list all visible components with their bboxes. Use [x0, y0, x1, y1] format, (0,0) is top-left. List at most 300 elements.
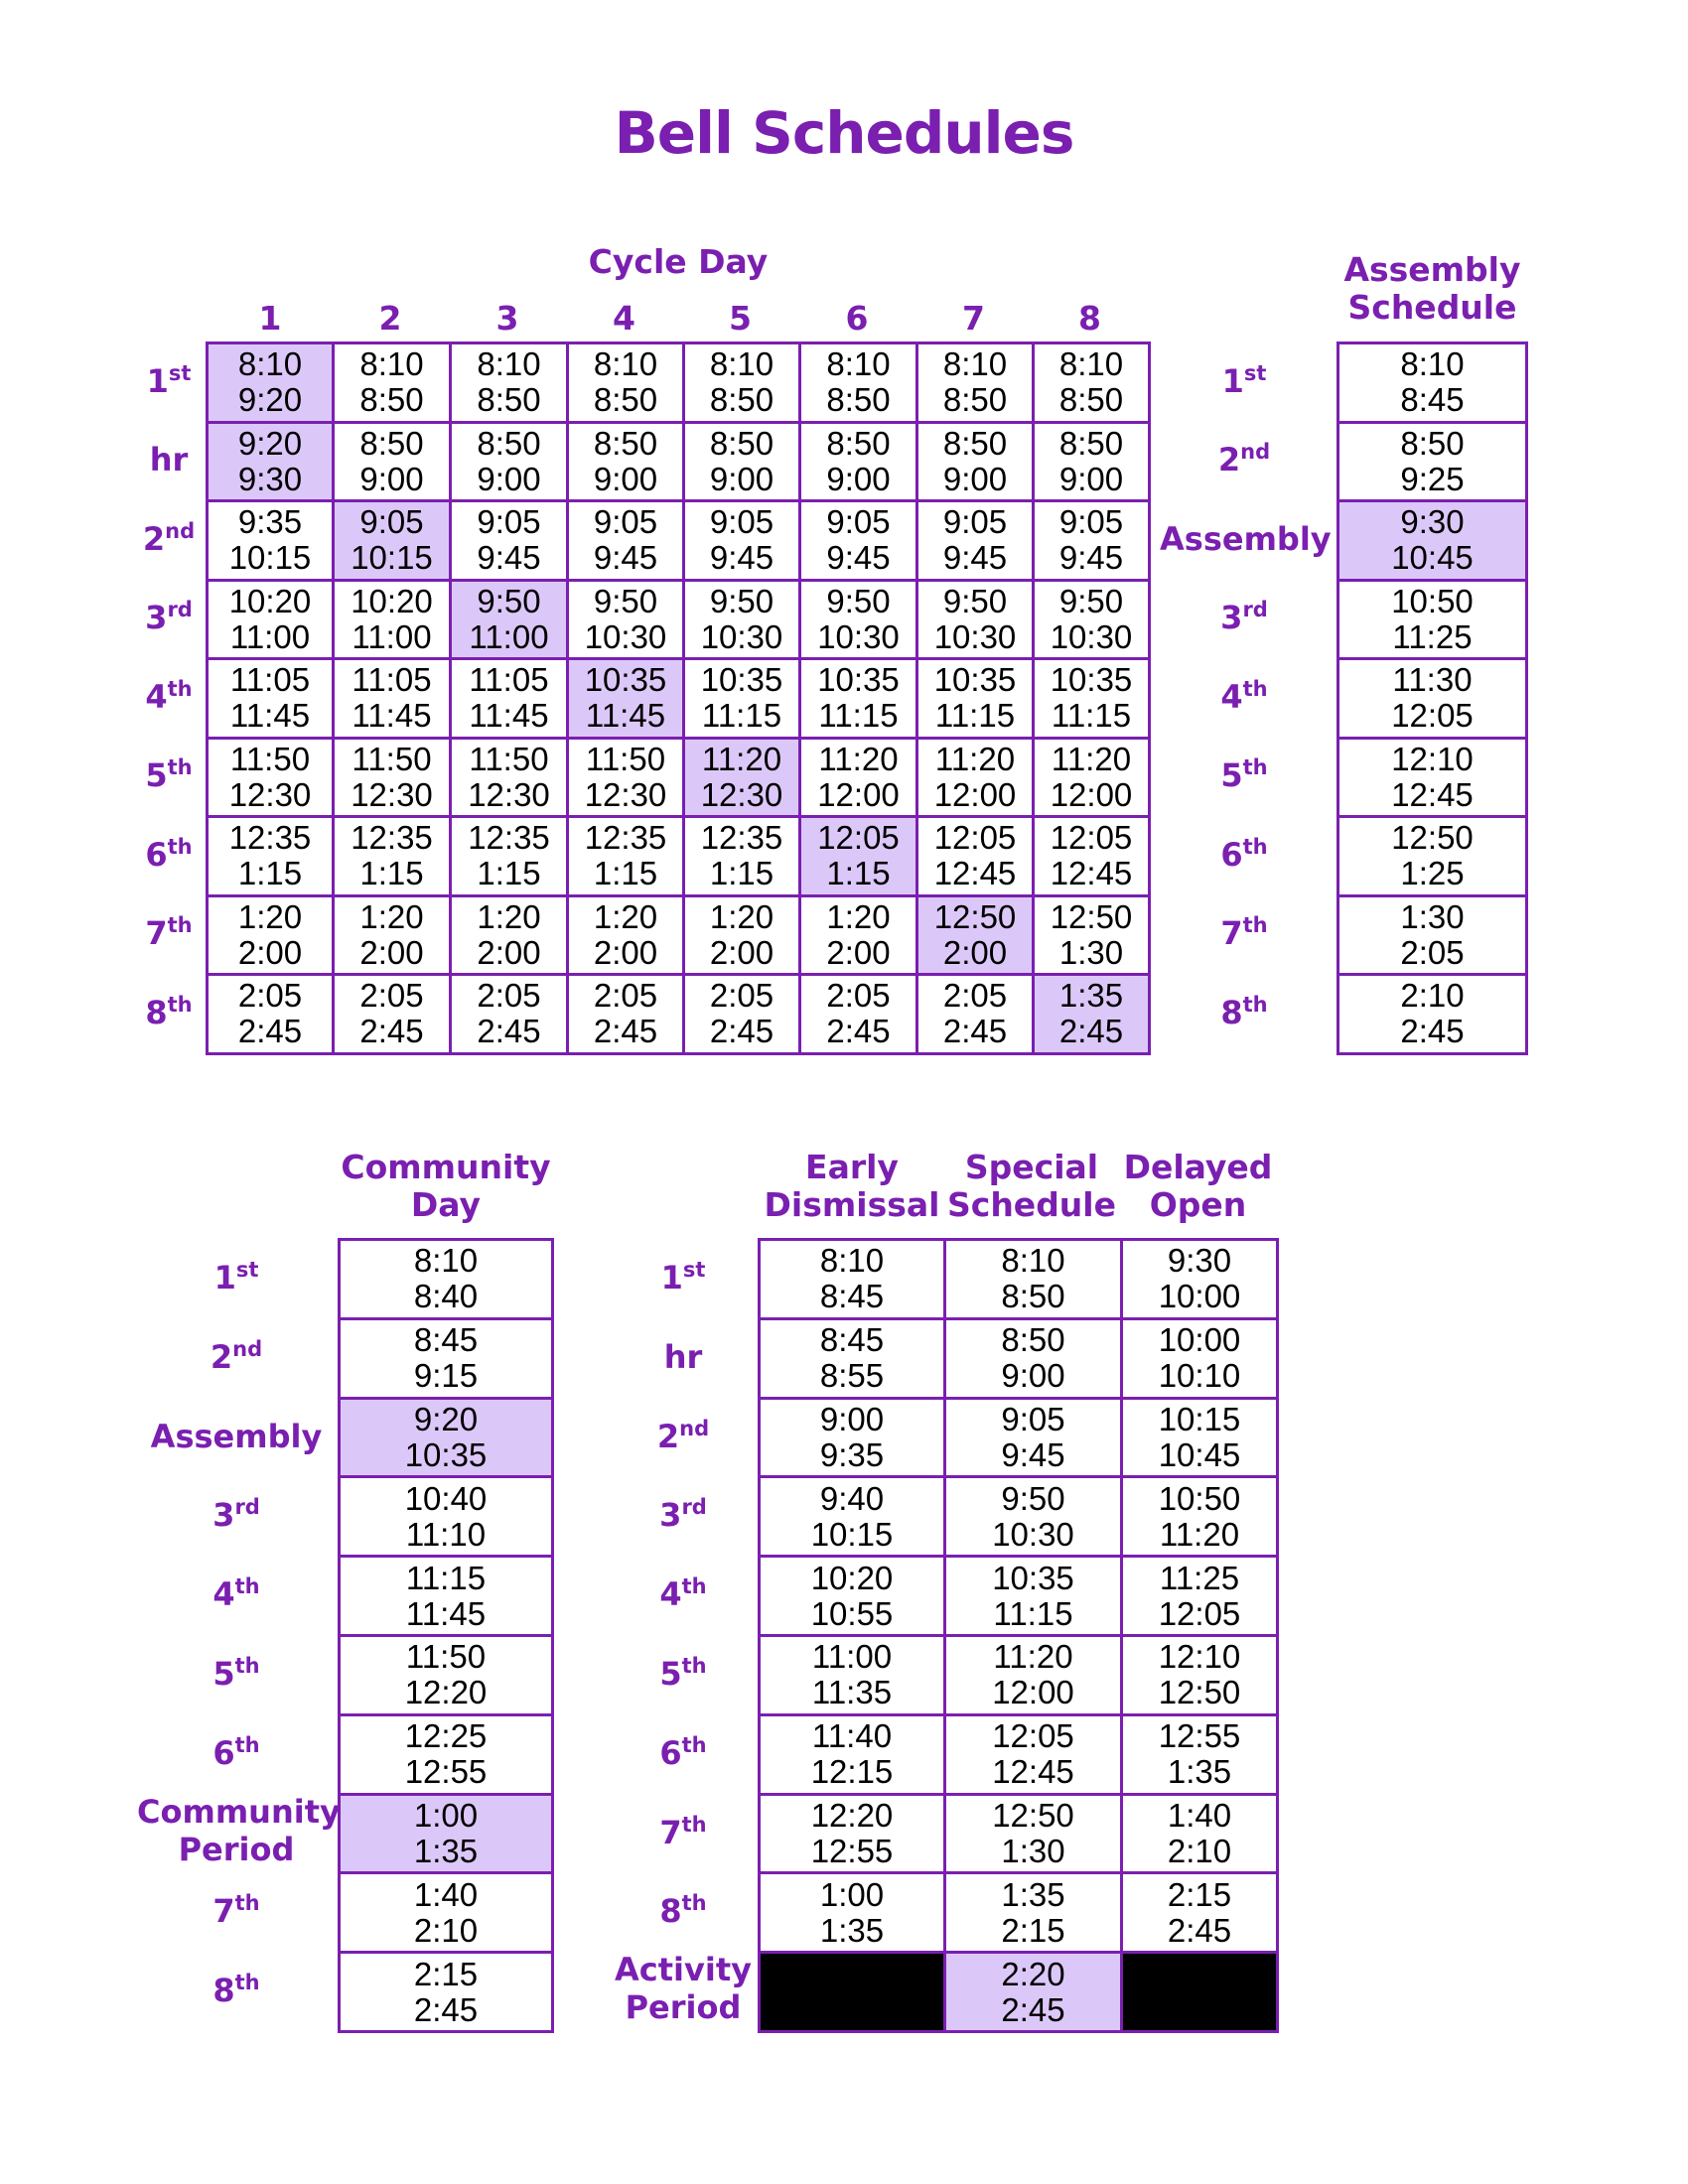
column-divider: [566, 344, 569, 1052]
end-time: 9:45: [477, 539, 541, 577]
time-cell: [761, 1796, 943, 1872]
row-label-text: 7: [1220, 914, 1243, 953]
start-time: 8:50: [709, 424, 774, 462]
start-time: 12:05: [992, 1717, 1074, 1755]
row-divider: [209, 499, 1148, 502]
table-row: [761, 1320, 1276, 1397]
start-time: 1:20: [359, 897, 424, 935]
time-cell: [341, 1954, 551, 2030]
row-label-text: hr: [149, 441, 189, 479]
column-divider: [915, 344, 918, 1052]
row-label: [604, 1655, 763, 1693]
start-time: 9:50: [1058, 582, 1124, 619]
row-label: [109, 362, 228, 400]
start-time: 8:10: [819, 1242, 885, 1280]
time-cell: [685, 897, 798, 974]
row-label-suffix: th: [681, 1653, 707, 1678]
time-cell: [801, 502, 915, 579]
start-time: 10:20: [228, 582, 312, 619]
end-time: 10:30: [992, 1515, 1074, 1553]
table-row: [1339, 424, 1525, 500]
end-time: 11:15: [993, 1594, 1073, 1632]
cycle-day-number: 8: [1078, 299, 1101, 338]
row-label: [604, 1259, 763, 1297]
end-time: 9:45: [1058, 539, 1124, 577]
time-cell: [569, 897, 682, 974]
start-time: 8:50: [1001, 1321, 1065, 1359]
time-cell: [918, 897, 1032, 974]
page-title: Bell Schedules: [614, 99, 1074, 167]
row-label: [109, 836, 228, 874]
row-label-text: 3: [659, 1496, 682, 1535]
header-line: Day: [410, 1185, 482, 1224]
table-row: [341, 1954, 551, 2030]
time-cell: [685, 976, 798, 1052]
header-line: Community: [341, 1148, 551, 1186]
start-time: 9:40: [819, 1479, 885, 1517]
row-label-text: 1: [146, 361, 169, 400]
start-time: 11:50: [585, 740, 666, 777]
end-time: 9:00: [359, 460, 424, 497]
time-cell: [341, 1637, 551, 1713]
time-cell: [1123, 1320, 1276, 1397]
time-cell: [1035, 976, 1148, 1052]
time-cell: [801, 740, 915, 816]
time-cell: [569, 818, 682, 894]
table-row: [341, 1558, 551, 1634]
end-time: 2:45: [826, 1013, 891, 1050]
row-divider: [209, 421, 1148, 424]
row-divider: [341, 1555, 551, 1558]
time-cell: [1339, 424, 1525, 500]
start-time: 1:35: [1058, 977, 1124, 1015]
end-time: 9:45: [1001, 1435, 1065, 1473]
row-label-suffix: th: [1242, 992, 1268, 1017]
end-time: 2:00: [477, 933, 541, 971]
start-time: 8:10: [1400, 345, 1465, 383]
row-divider: [209, 894, 1148, 897]
row-label-suffix: rd: [167, 598, 193, 622]
row-label: [109, 599, 228, 636]
start-time: 12:10: [1391, 740, 1474, 777]
table-row: [1339, 660, 1525, 737]
end-time: 2:45: [477, 1013, 541, 1050]
row-label: [1160, 756, 1329, 794]
row-label: [109, 520, 228, 558]
row-divider: [209, 657, 1148, 660]
table-row: [1339, 344, 1525, 421]
header-line: Delayed: [1123, 1148, 1273, 1186]
row-label: [137, 1575, 336, 1613]
header-line: Schedule: [1347, 288, 1517, 327]
time-cell: [341, 1320, 551, 1397]
row-label-text: 5: [659, 1654, 682, 1693]
time-cell: [946, 1716, 1120, 1793]
time-cell: [341, 1558, 551, 1634]
end-time: 11:25: [1392, 617, 1473, 655]
row-label-text: 8: [145, 993, 168, 1031]
column-divider: [332, 344, 335, 1052]
time-cell: [335, 660, 449, 737]
end-time: 11:15: [1051, 697, 1132, 735]
end-time: 1:15: [359, 855, 424, 892]
row-label: [137, 1655, 336, 1693]
end-time: 12:05: [1391, 697, 1474, 735]
row-label-suffix: th: [681, 1732, 707, 1757]
start-time: 8:45: [413, 1321, 479, 1359]
end-time: 8:50: [359, 381, 424, 419]
table-row: [341, 1241, 551, 1317]
start-time: 11:50: [469, 740, 549, 777]
time-cell: [569, 740, 682, 816]
start-time: 10:00: [1158, 1321, 1241, 1359]
time-cell: [569, 424, 682, 500]
row-label-text: Assembly: [150, 1417, 323, 1455]
start-time: 9:50: [477, 582, 541, 619]
time-cell: [452, 818, 566, 894]
start-time: 12:35: [468, 819, 550, 857]
time-cell: [1035, 660, 1148, 737]
row-label-line: Activity: [615, 1951, 752, 1989]
time-cell: [946, 1637, 1120, 1713]
end-time: 1:30: [1001, 1832, 1065, 1869]
cycle-day-number: 7: [962, 299, 985, 338]
row-label-suffix: th: [234, 1574, 260, 1599]
end-time: 2:05: [1400, 933, 1465, 971]
start-time: 2:05: [477, 977, 541, 1015]
end-time: 11:45: [585, 697, 666, 735]
time-cell: [569, 582, 682, 658]
table-row: [1339, 582, 1525, 658]
table-row: [209, 740, 1148, 816]
time-cell: [1035, 502, 1148, 579]
row-label-suffix: th: [234, 1732, 260, 1757]
start-time: 2:05: [826, 977, 891, 1015]
table-row: [761, 1637, 1276, 1713]
row-label: [604, 1338, 763, 1376]
end-time: 11:15: [818, 697, 899, 735]
end-time: 8:55: [819, 1357, 885, 1395]
end-time: 1:15: [477, 855, 541, 892]
start-time: 12:25: [404, 1717, 488, 1755]
end-time: 2:45: [413, 1990, 479, 2028]
end-time: 2:45: [1001, 1990, 1065, 2028]
time-cell: [801, 344, 915, 421]
row-label: [604, 1814, 763, 1851]
cycle-day-number: 2: [378, 299, 402, 338]
start-time: 8:10: [477, 345, 541, 383]
row-label: [137, 1338, 336, 1376]
time-cell: [452, 502, 566, 579]
row-divider: [209, 973, 1148, 976]
start-time: 9:05: [709, 503, 774, 541]
time-cell: [1123, 1874, 1276, 1951]
special-schedules-table: [758, 1238, 1279, 2033]
time-cell: [685, 502, 798, 579]
row-label-text: 2: [656, 1417, 680, 1455]
start-time: 11:50: [352, 740, 432, 777]
end-time: 9:00: [709, 460, 774, 497]
start-time: 11:40: [811, 1717, 893, 1755]
table-row: [341, 1320, 551, 1397]
row-label: [137, 1792, 341, 1868]
row-divider: [209, 579, 1148, 582]
row-label-text: 3: [1220, 599, 1243, 637]
end-time: 9:00: [826, 460, 891, 497]
row-label-text: 6: [145, 835, 168, 874]
table-row: [1339, 740, 1525, 816]
end-time: 2:00: [709, 933, 774, 971]
start-time: 10:20: [810, 1559, 894, 1596]
table-row: [209, 502, 1148, 579]
start-time: 2:10: [1400, 977, 1465, 1015]
end-time: 8:45: [1400, 381, 1465, 419]
table-row: [341, 1637, 551, 1713]
community-day-header: [298, 1149, 594, 1224]
start-time: 1:20: [826, 897, 891, 935]
start-time: 9:05: [1001, 1400, 1065, 1437]
start-time: 10:35: [584, 661, 667, 699]
row-label: [137, 1892, 336, 1930]
start-time: 9:35: [237, 503, 303, 541]
end-time: 2:00: [237, 933, 303, 971]
row-label-text: 5: [145, 756, 168, 795]
end-time: 9:45: [709, 539, 774, 577]
special-schedule-header: [933, 1149, 1130, 1224]
time-cell: [1035, 740, 1148, 816]
end-time: 10:30: [700, 617, 783, 655]
row-label-suffix: th: [167, 913, 193, 938]
row-label-text: 1: [660, 1258, 683, 1297]
end-time: 10:15: [810, 1515, 894, 1553]
row-label-suffix: st: [235, 1257, 259, 1282]
time-cell: [1123, 1400, 1276, 1476]
row-divider: [761, 1317, 1276, 1320]
header-line: Schedule: [946, 1185, 1116, 1224]
end-time: 2:45: [942, 1013, 1008, 1050]
row-label-suffix: th: [1242, 834, 1268, 859]
end-time: 8:40: [413, 1278, 479, 1315]
row-label-text: 4: [212, 1575, 235, 1614]
start-time: 8:45: [819, 1321, 885, 1359]
time-cell: [341, 1796, 551, 1872]
start-time: 10:20: [351, 582, 433, 619]
table-row: [761, 1558, 1276, 1634]
table-row: [761, 1874, 1276, 1951]
table-row: [341, 1400, 551, 1476]
row-label-text: hr: [663, 1337, 703, 1376]
end-time: 12:00: [1050, 775, 1133, 813]
row-label-text: 2: [142, 519, 166, 558]
time-cell: [761, 1320, 943, 1397]
start-time: 2:05: [593, 977, 658, 1015]
column-divider: [1120, 1241, 1123, 2030]
row-label-text: 6: [659, 1733, 682, 1772]
time-cell: [335, 502, 449, 579]
row-divider: [341, 1397, 551, 1400]
special-schedule-header: [751, 1149, 953, 1224]
row-label-text: 6: [1220, 835, 1243, 874]
row-label-suffix: rd: [1242, 598, 1268, 622]
end-time: 11:45: [352, 697, 432, 735]
start-time: 9:50: [709, 582, 774, 619]
start-time: 12:55: [1158, 1717, 1241, 1755]
row-label: [1160, 678, 1329, 716]
start-time: 2:15: [1167, 1875, 1232, 1913]
row-divider: [341, 1871, 551, 1874]
end-time: 2:45: [593, 1013, 658, 1050]
row-label: [1160, 994, 1329, 1031]
time-cell: [918, 740, 1032, 816]
time-cell: [1339, 660, 1525, 737]
row-label-text: 1: [1221, 361, 1244, 400]
end-time: 10:45: [1391, 539, 1474, 577]
start-time: 12:35: [700, 819, 783, 857]
time-cell: [801, 976, 915, 1052]
time-cell: [569, 502, 682, 579]
end-time: 12:15: [810, 1753, 894, 1791]
cycle-day-number: 4: [613, 299, 635, 338]
time-cell: [801, 424, 915, 500]
time-cell: [1123, 1558, 1276, 1634]
time-cell: [946, 1320, 1120, 1397]
time-cell: [452, 424, 566, 500]
row-label-suffix: th: [167, 992, 193, 1017]
time-cell: [335, 424, 449, 500]
start-time: 8:10: [359, 345, 424, 383]
row-divider: [1339, 499, 1525, 502]
end-time: 1:35: [819, 1911, 885, 1949]
time-cell: [946, 1558, 1120, 1634]
time-cell: [918, 424, 1032, 500]
end-time: 1:15: [237, 855, 303, 892]
row-divider: [1339, 973, 1525, 976]
time-cell: [946, 1954, 1120, 2030]
end-time: 10:55: [810, 1594, 894, 1632]
assembly-schedule-table: [1336, 341, 1528, 1055]
end-time: 10:00: [1158, 1278, 1241, 1315]
end-time: 11:00: [469, 617, 549, 655]
start-time: 12:35: [584, 819, 667, 857]
cycle-day-number: 3: [495, 299, 519, 338]
end-time: 9:15: [413, 1357, 479, 1395]
end-time: 2:45: [359, 1013, 424, 1050]
time-cell: [918, 818, 1032, 894]
table-row: [209, 424, 1148, 500]
table-row: [761, 1478, 1276, 1555]
start-time: 8:50: [1400, 424, 1465, 462]
row-label: [109, 914, 228, 952]
time-cell: [1123, 1241, 1276, 1317]
start-time: 12:05: [1050, 819, 1133, 857]
end-time: 2:00: [826, 933, 891, 971]
start-time: 12:50: [933, 897, 1017, 935]
row-label: [109, 678, 228, 716]
time-cell: [1035, 344, 1148, 421]
time-cell: [569, 660, 682, 737]
row-label-line: Period: [625, 1988, 742, 2027]
end-time: 10:30: [817, 617, 900, 655]
end-time: 12:45: [1050, 855, 1133, 892]
row-divider: [761, 1951, 1276, 1954]
time-cell: [1123, 1796, 1276, 1872]
row-divider: [761, 1634, 1276, 1637]
start-time: 10:35: [933, 661, 1017, 699]
time-cell: [1035, 424, 1148, 500]
start-time: 12:20: [810, 1796, 894, 1834]
end-time: 10:10: [1158, 1357, 1241, 1395]
end-time: 12:45: [933, 855, 1017, 892]
start-time: 12:35: [351, 819, 433, 857]
row-label-text: 4: [659, 1575, 682, 1614]
end-time: 12:30: [468, 775, 550, 813]
end-time: 1:15: [593, 855, 658, 892]
start-time: 8:10: [1058, 345, 1124, 383]
row-label-text: 5: [1220, 756, 1243, 795]
time-cell: [801, 660, 915, 737]
time-cell: [1339, 976, 1525, 1052]
time-cell: [801, 582, 915, 658]
start-time: 8:50: [593, 424, 658, 462]
start-time: 11:05: [469, 661, 549, 699]
cycle-day-header: Cycle Day: [588, 242, 769, 281]
time-cell: [335, 344, 449, 421]
header-line: Assembly: [1343, 250, 1521, 289]
end-time: 9:00: [1001, 1357, 1065, 1395]
row-divider: [761, 1793, 1276, 1796]
start-time: 2:05: [359, 977, 424, 1015]
start-time: 11:25: [1159, 1559, 1240, 1596]
table-row: [1339, 976, 1525, 1052]
start-time: 8:50: [942, 424, 1008, 462]
time-cell: [452, 344, 566, 421]
row-divider: [209, 737, 1148, 740]
row-label-text: 4: [145, 677, 168, 716]
time-cell: [335, 740, 449, 816]
time-cell: [1035, 897, 1148, 974]
start-time: 1:00: [413, 1796, 479, 1834]
start-time: 1:40: [413, 1875, 479, 1913]
row-label-suffix: th: [167, 834, 193, 859]
row-label-suffix: st: [682, 1257, 706, 1282]
time-cell: [1123, 1478, 1276, 1555]
row-divider: [341, 1951, 551, 1954]
end-time: 12:05: [1158, 1594, 1241, 1632]
row-label: [109, 756, 228, 794]
end-time: 12:00: [992, 1674, 1074, 1711]
end-time: 12:55: [810, 1832, 894, 1869]
end-time: 12:30: [584, 775, 667, 813]
end-time: 12:50: [1158, 1674, 1241, 1711]
time-cell: [946, 1874, 1120, 1951]
row-label-suffix: nd: [1240, 440, 1271, 465]
start-time: 1:20: [477, 897, 541, 935]
start-time: 8:50: [359, 424, 424, 462]
cycle-day-number: 6: [845, 299, 869, 338]
row-label-text: 8: [659, 1892, 682, 1931]
row-divider: [341, 1317, 551, 1320]
time-cell: [335, 818, 449, 894]
time-cell: [685, 424, 798, 500]
start-time: 11:50: [229, 740, 311, 777]
start-time: 1:40: [1167, 1796, 1232, 1834]
start-time: 9:00: [819, 1400, 885, 1437]
row-label: [604, 1575, 763, 1613]
end-time: 1:35: [1167, 1753, 1232, 1791]
end-time: 8:50: [826, 381, 891, 419]
end-time: 12:45: [992, 1753, 1074, 1791]
end-time: 9:45: [826, 539, 891, 577]
